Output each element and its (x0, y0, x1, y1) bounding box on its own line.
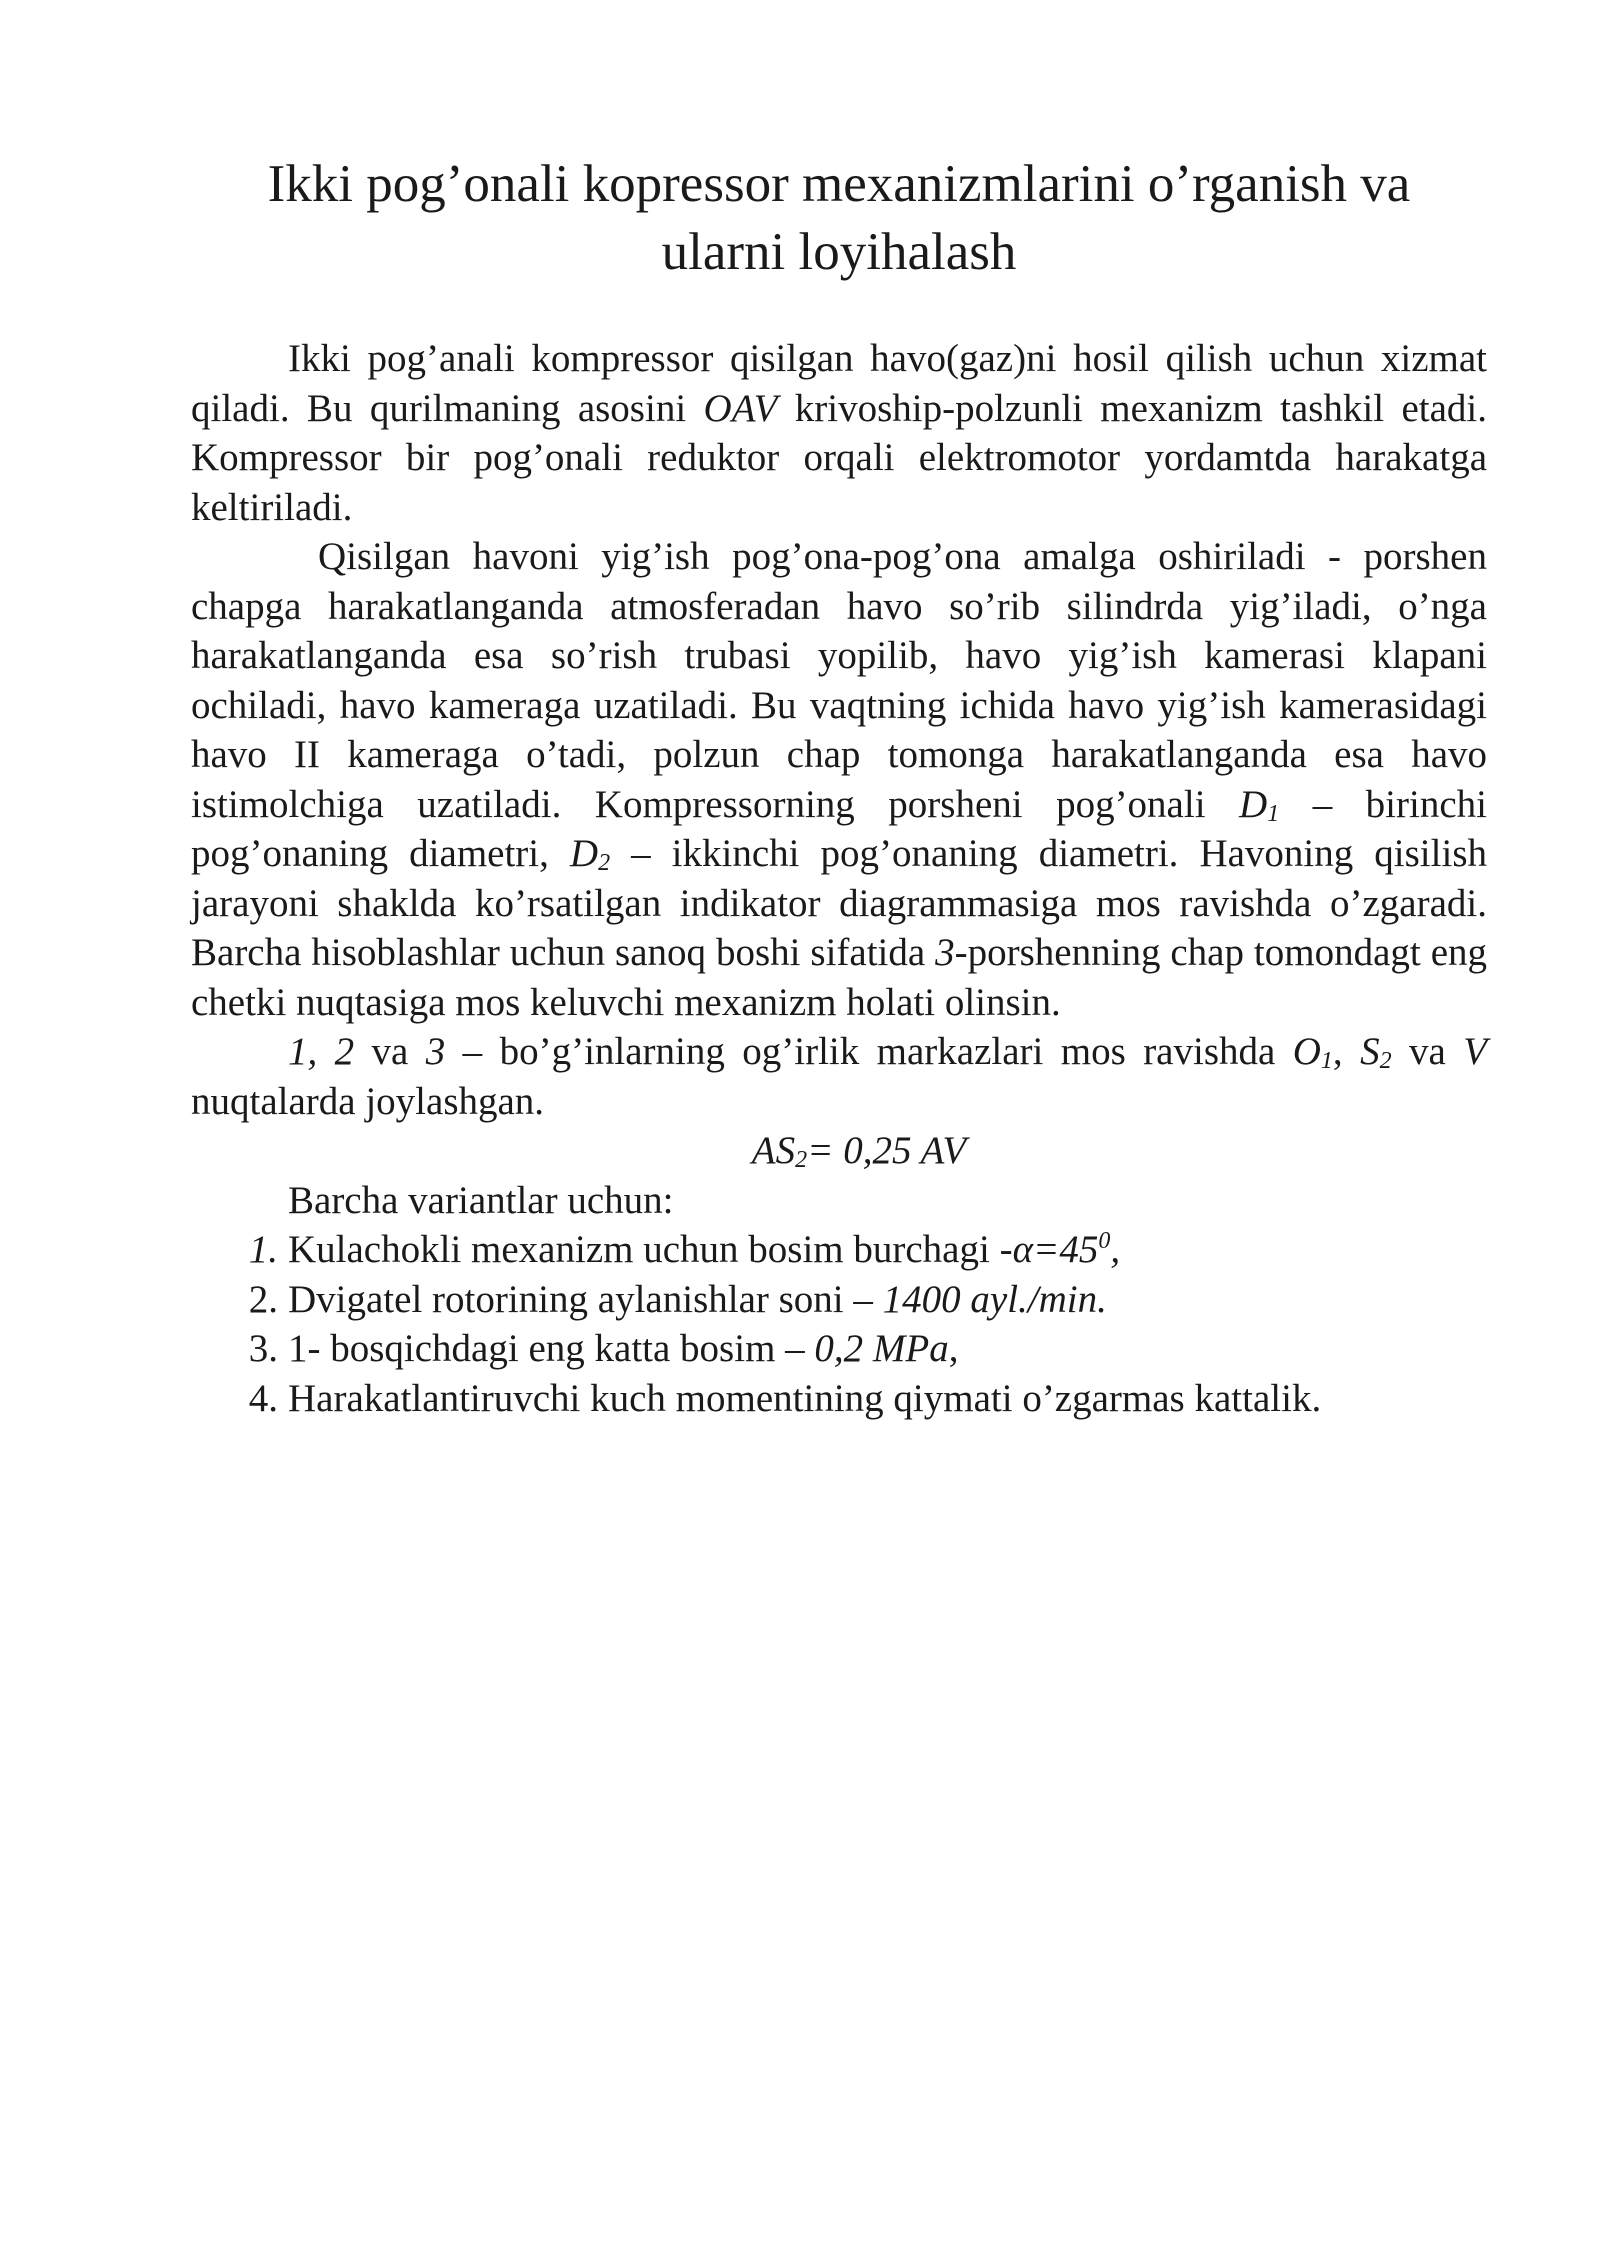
item-3-text: 1- bosqichdagi eng katta bosim – (288, 1327, 815, 1370)
variants-intro: Barcha variantlar uchun: (288, 1178, 674, 1222)
p3-s-sub: 2 (1379, 1048, 1392, 1074)
item-2-tail: . (1097, 1277, 1107, 1321)
list-number: 4. (248, 1376, 278, 1420)
list-text (288, 1275, 1107, 1325)
document-page (191, 150, 1487, 1423)
p3-o-sub: 1 (1320, 1048, 1333, 1074)
list-text (288, 1324, 958, 1374)
p3-nums: 1, 2 (288, 1030, 355, 1073)
item-2-text: Dvigatel rotorining aylanishlar soni – (288, 1277, 883, 1321)
formula-sub: 2 (795, 1147, 808, 1173)
list-number (191, 1225, 288, 1275)
item-3-math: 0,2 MPa (814, 1327, 949, 1370)
p3-end: nuqtalarda joylashgan. (191, 1079, 545, 1123)
p1-oav: OAV (703, 386, 778, 430)
p2-d1-sub: 1 (1267, 800, 1280, 827)
list-number-1: 1. (248, 1228, 278, 1271)
p3-va2: va (1391, 1030, 1464, 1073)
variant-list (191, 1225, 1487, 1423)
p2-three: 3 (935, 931, 955, 974)
p1-rest: krivoship-polzunli mexanizm tashkil etadi. Kompressor bir pog’onali reduktor orqali elektromotor yordamtda harakatga keltiriladi. (191, 386, 1487, 529)
p3-va: va (354, 1030, 426, 1073)
list-text (288, 1374, 1321, 1424)
p3-text-a: – bo’g’inlarning og’irlik markazlari mos ravishda (445, 1030, 1293, 1073)
document-title (191, 150, 1487, 286)
p2-text-a: Qisilgan havoni yig’ish pog’ona-pog’ona amalga oshiriladi - porshen chapga harakatlanganda atmosferadan havo so’rib silindrda yig’iladi, o’nga harakatlanganda esa so’rish trubasi yopilib, havo yig’ish kamerasi klapani ochiladi, havo kameraga uzatiladi. Bu vaqtning ichida havo yig’ish kamerasidagi havo II kameraga o’tadi, polzun chap tomonga harakatlanganda esa havo istimolchiga uzatiladi. Kompressorning porsheni pog’onali (191, 535, 1487, 826)
list-item (191, 1324, 1487, 1374)
p2-d1: D (1239, 782, 1268, 826)
p3-comma: , (1332, 1030, 1361, 1073)
item-4-text: Harakatlantiruvchi kuch momentining qiymati o’zgarmas kattalik. (288, 1376, 1322, 1420)
list-number: 3. (248, 1327, 278, 1370)
p2-d2: D (569, 832, 599, 875)
item-1-math: α=45 (1012, 1228, 1099, 1271)
p3-v: V (1463, 1030, 1488, 1073)
paragraph-2 (191, 532, 1487, 1027)
item-1-tail: , (1110, 1228, 1121, 1271)
item-2-math: 1400 ayl./min (882, 1277, 1098, 1321)
list-item (191, 1275, 1487, 1325)
formula-rhs: = 0,25 AV (807, 1129, 967, 1172)
paragraph-3 (191, 1027, 1487, 1126)
p2-text-c: – ikkinchi pog’onaning diametri. Havoning qisilish jarayoni shaklda ko’rsatilgan indikator diagrammasiga mos ravishda o’zgaradi. Barcha hisoblashlar uchun sanoq boshi sifatida (191, 832, 1487, 974)
p1-text: Ikki pog’anali kompressor qisilgan havo(gaz)ni hosil qilish uchun xizmat qiladi. Bu qurilmaning asosini (191, 337, 1487, 430)
item-1-text: Kulachokli mexanizm uchun bosim burchagi - (288, 1228, 1013, 1271)
list-text (288, 1225, 1120, 1275)
formula-as: AS (751, 1129, 796, 1172)
formula (191, 1126, 1487, 1176)
p2-text-d: -porshenning chap tomondagt eng chetki nuqtasiga mos keluvchi mexanizm holati olinsin. (191, 931, 1488, 1024)
list-item (191, 1374, 1487, 1424)
p3-o: O (1292, 1030, 1321, 1073)
p2-d2-sub: 2 (598, 850, 611, 876)
item-3-tail: , (948, 1327, 959, 1370)
list-item (191, 1225, 1487, 1275)
item-1-sup: 0 (1098, 1228, 1111, 1254)
paragraph-1 (191, 334, 1487, 532)
title-line-2: ularni loyihalash (661, 223, 1017, 281)
list-number: 2. (248, 1277, 278, 1321)
p3-s: S (1360, 1030, 1380, 1073)
p3-three: 3 (425, 1030, 446, 1073)
title-line-1: Ikki pog’onali kopressor mexanizmlarini o’rganish va (267, 155, 1411, 213)
p2-text-b: – birinchi pog’onaning diametri, (191, 782, 1487, 875)
